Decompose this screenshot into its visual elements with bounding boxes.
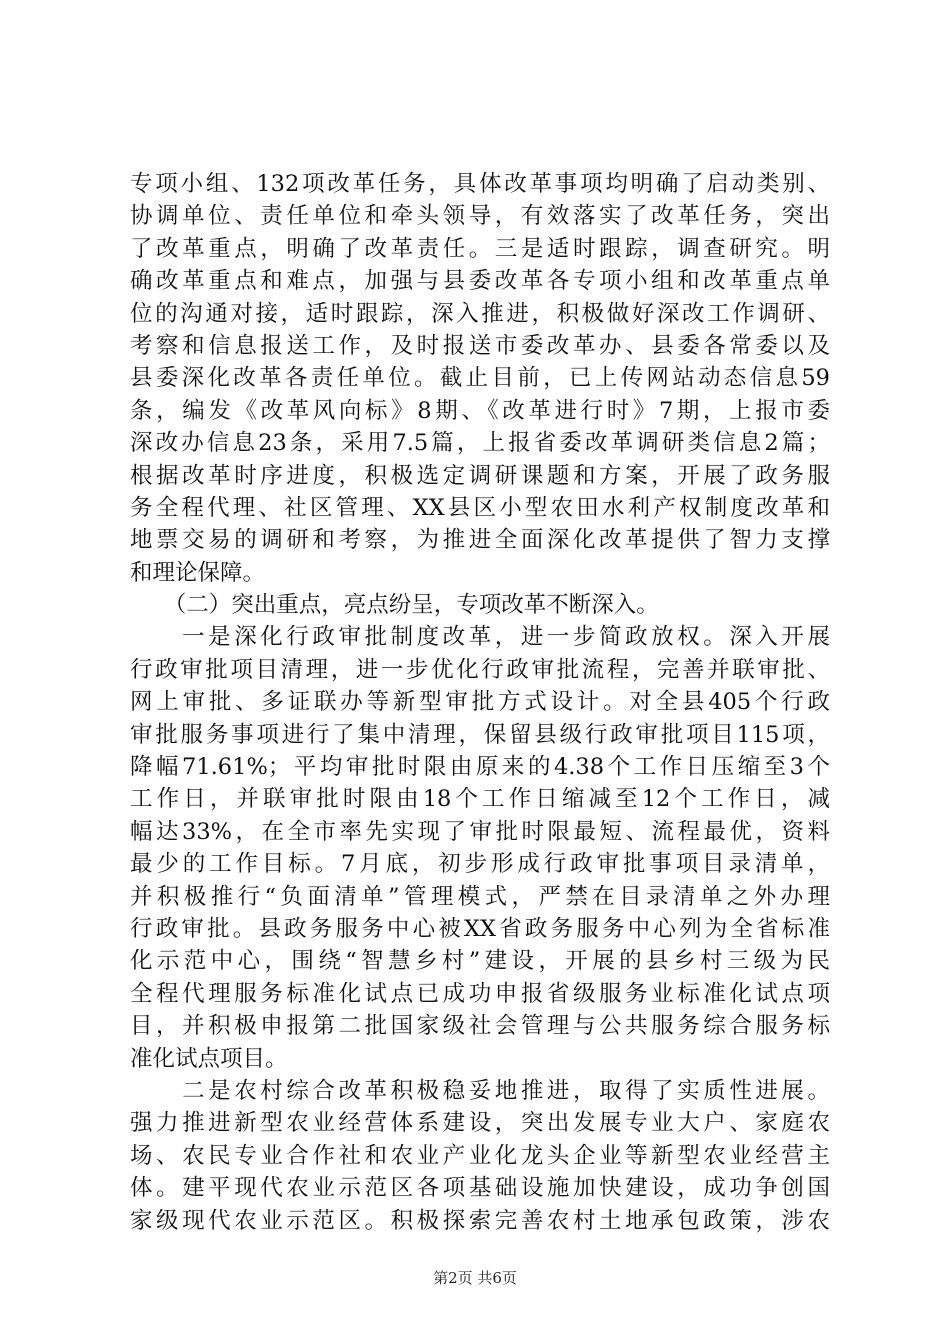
text-line: 家级现代农业示范区。积极探索完善农村土地承包政策，涉农 — [130, 1207, 830, 1234]
text-line: 和理论保障。 — [130, 559, 266, 586]
text-line: 条，编发《改革风向标》8期、《改革进行时》7期，上报市委 — [130, 397, 830, 424]
text-line: 网上审批、多证联办等新型审批方式设计。对全县405个行政 — [130, 689, 830, 716]
text-line: 体。建平现代农业示范区各项基础设施加快建设，成功争创国 — [130, 1175, 830, 1202]
text-line: 准化试点项目。 — [130, 1045, 288, 1072]
text-line: 最少的工作目标。7月底，初步形成行政审批事项目录清单， — [130, 851, 830, 878]
text-line: 务全程代理、社区管理、XX县区小型农田水利产权制度改革和 — [130, 494, 830, 521]
text-line: 确改革重点和难点，加强与县委改革各专项小组和改革重点单 — [130, 268, 830, 295]
text-line: 了改革重点，明确了改革责任。三是适时跟踪，调查研究。明 — [130, 235, 830, 262]
document-body — [130, 168, 830, 1237]
text-line: 并积极推行“负面清单”管理模式，严禁在目录清单之外办理 — [130, 883, 830, 910]
text-line: 协调单位、责任单位和牵头领导，有效落实了改革任务，突出 — [130, 203, 830, 230]
text-line: 专项小组、132项改革任务，具体改革事项均明确了启动类别、 — [130, 171, 830, 197]
page-number-footer: 第2页 共6页 — [433, 1269, 517, 1287]
text-line: 县委深化改革各责任单位。截止目前，已上传网站动态信息59 — [130, 365, 830, 392]
text-line: 地票交易的调研和考察，为推进全面深化改革提供了智力支撑 — [130, 527, 830, 554]
text-line: 二是农村综合改革积极稳妥地推进，取得了实质性进展。 — [130, 1077, 830, 1104]
text-line: 场、农民专业合作社和农业产业化龙头企业等新型农业经营主 — [130, 1142, 830, 1169]
text-line: 行政审批项目清理，进一步优化行政审批流程，完善并联审批、 — [130, 656, 830, 683]
text-line: 一是深化行政审批制度改革，进一步简政放权。深入开展 — [130, 624, 830, 651]
text-line: 位的沟通对接，适时跟踪，深入推进，积极做好深改工作调研、 — [130, 300, 830, 327]
text-line: 幅达33%，在全市率先实现了审批时限最短、流程最优，资料 — [130, 818, 830, 845]
text-line: 深改办信息23条，采用7.5篇，上报省委改革调研类信息2篇； — [130, 430, 830, 457]
text-line: 强力推进新型农业经营体系建设，突出发展专业大户、家庭农 — [130, 1110, 830, 1137]
text-line: 全程代理服务标准化试点已成功申报省级服务业标准化试点项 — [130, 980, 830, 1007]
text-line: 降幅71.61%；平均审批时限由原来的4.38个工作日压缩至3个 — [130, 754, 830, 781]
text-line: 行政审批。县政务服务中心被XX省政务服务中心列为全省标准 — [130, 915, 830, 942]
text-line: 根据改革时序进度，积极选定调研课题和方案，开展了政务服 — [130, 462, 830, 489]
text-line: （二）突出重点，亮点纷呈，专项改革不断深入。 — [130, 592, 659, 619]
text-line: 目，并积极申报第二批国家级社会管理与公共服务综合服务标 — [130, 1013, 830, 1040]
text-line: 化示范中心，围绕“智慧乡村”建设，开展的县乡村三级为民 — [130, 948, 830, 975]
text-line: 工作日，并联审批时限由18个工作日缩减至12个工作日，减 — [130, 786, 830, 813]
text-line: 审批服务事项进行了集中清理，保留县级行政审批项目115项， — [130, 721, 830, 748]
text-line: 考察和信息报送工作，及时报送市委改革办、县委各常委以及 — [130, 332, 830, 359]
